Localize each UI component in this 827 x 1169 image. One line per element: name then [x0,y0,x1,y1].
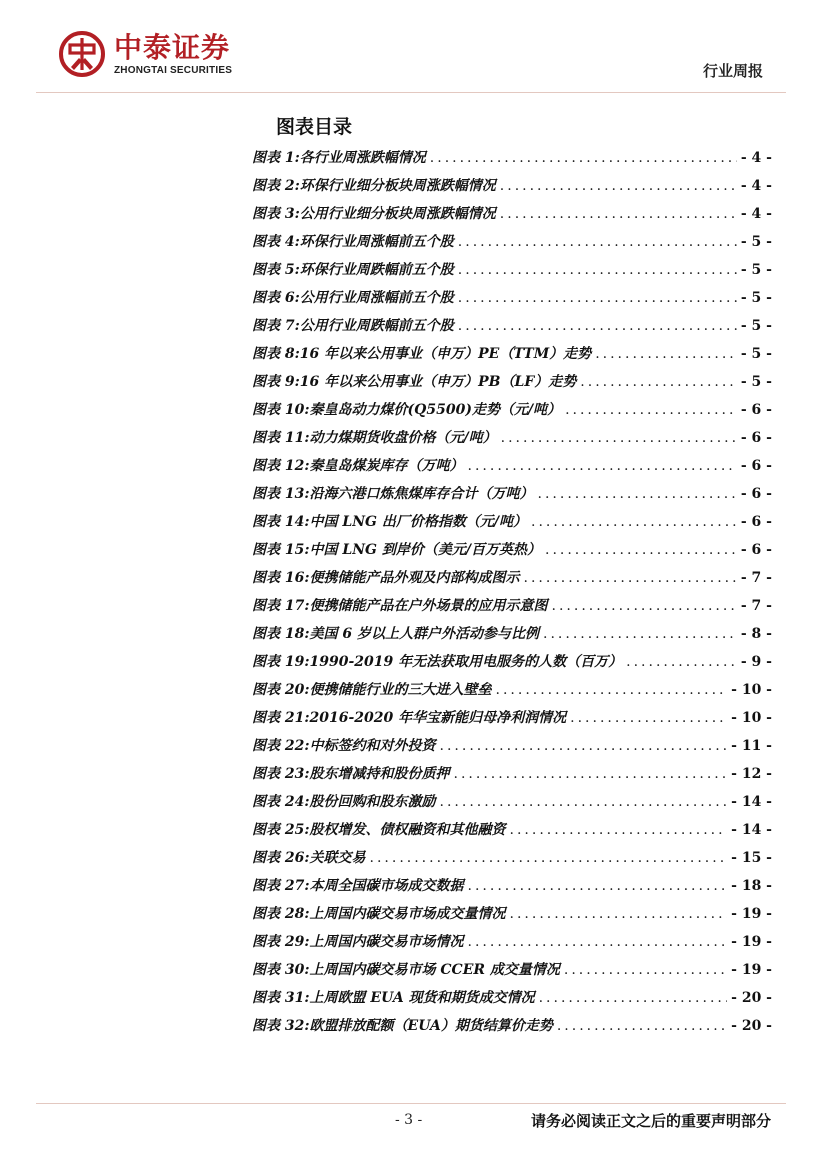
toc-entry[interactable] [252,483,772,511]
toc-entry[interactable] [252,791,772,819]
toc-entry-label: 图表 27: [252,878,310,894]
toc-entry-page: - 4 - [740,150,772,166]
report-type: 行业周报 [702,62,763,80]
table-of-figures [252,147,772,1043]
toc-entry-label: 图表 29: [252,934,310,950]
toc-entry-label: 图表 21: [252,710,310,726]
toc-entry-label: 图表 30: [252,962,310,978]
toc-dot-leader [557,1018,727,1034]
toc-entry[interactable] [252,651,772,679]
toc-dot-leader [539,990,728,1006]
toc-entry-page: - 6 - [740,486,772,502]
toc-dot-leader [458,290,737,306]
toc-entry-title: 环保行业周涨幅前五个股 [299,234,454,250]
toc-entry-page: - 12 - [731,766,772,782]
toc-entry-page: - 5 - [740,234,772,250]
toc-entry-page: - 18 - [731,878,772,894]
toc-dot-leader [468,878,728,894]
toc-entry-page: - 7 - [740,598,772,614]
toc-dot-leader [430,150,737,166]
toc-entry[interactable] [252,903,772,931]
toc-entry[interactable] [252,1015,772,1043]
toc-entry-page: - 19 - [731,906,772,922]
toc-entry-label: 图表 8: [252,346,300,362]
toc-dot-leader [496,682,728,698]
toc-entry-label: 图表 23: [252,766,310,782]
toc-entry-page: - 14 - [731,822,772,838]
toc-entry[interactable] [252,455,772,483]
toc-entry-title: 1990-2019 年无法获取用电服务的人数（百万） [309,654,623,670]
toc-entry-page: - 4 - [740,206,772,222]
toc-dot-leader [545,542,737,558]
toc-dot-leader [626,654,737,670]
toc-entry[interactable] [252,315,772,343]
toc-entry-label: 图表 17: [252,598,310,614]
toc-entry[interactable] [252,147,772,175]
toc-entry-title: 2016-2020 年华宝新能归母净利润情况 [309,710,567,726]
page-number: - 3 - [395,1112,423,1128]
toc-entry-label: 图表 6: [252,290,300,306]
toc-entry-label: 图表 14: [252,514,310,530]
toc-dot-leader [500,178,737,194]
toc-entry[interactable] [252,875,772,903]
toc-entry-page: - 6 - [740,430,772,446]
toc-entry-label: 图表 11: [252,430,310,446]
toc-entry-page: - 10 - [731,710,772,726]
toc-entry-title: 公用行业周涨幅前五个股 [299,290,454,306]
toc-entry-title: 便携储能产品外观及内部构成图示 [309,570,520,586]
toc-entry-page: - 6 - [740,402,772,418]
toc-entry-page: - 6 - [740,514,772,530]
toc-entry-title: 便携储能行业的三大进入壁垒 [309,682,492,698]
toc-entry-title: 中国 LNG 到岸价（美元/百万英热） [309,542,541,558]
toc-dot-leader [468,934,728,950]
toc-entry-title: 便携储能产品在户外场景的应用示意图 [309,598,548,614]
toc-entry-label: 图表 31: [252,990,310,1006]
toc-entry-page: - 10 - [731,682,772,698]
toc-dot-leader [440,794,728,810]
toc-entry-page: - 5 - [740,374,772,390]
toc-entry[interactable] [252,595,772,623]
toc-entry-title: 中标签约和对外投资 [309,738,436,754]
toc-dot-leader [501,430,737,446]
toc-dot-leader [440,738,728,754]
toc-entry-page: - 5 - [740,290,772,306]
toc-entry-label: 图表 22: [252,738,310,754]
toc-entry-title: 公用行业细分板块周涨跌幅情况 [299,206,496,222]
logo-chinese-name: 中泰证券 [114,30,231,64]
toc-entry-label: 图表 12: [252,458,310,474]
toc-entry-page: - 5 - [740,262,772,278]
toc-dot-leader [454,766,728,782]
toc-entry-page: - 15 - [731,850,772,866]
toc-entry[interactable] [252,763,772,791]
toc-dot-leader [531,514,737,530]
toc-entry-page: - 6 - [740,542,772,558]
toc-dot-leader [458,262,737,278]
toc-dot-leader [524,570,737,586]
logo-english-name: ZHONGTAI SECURITIES [114,64,233,76]
toc-entry-page: - 20 - [731,990,772,1006]
toc-dot-leader [552,598,737,614]
page-header [0,0,827,100]
toc-entry-title: 关联交易 [309,850,366,866]
toc-entry-title: 上周欧盟 EUA 现货和期货成交情况 [309,990,535,1006]
footer-divider [36,1103,786,1104]
toc-entry-title: 上周国内碳交易市场 CCER 成交量情况 [309,962,560,978]
toc-entry-label: 图表 15: [252,542,310,558]
toc-entry-page: - 19 - [731,934,772,950]
toc-entry-label: 图表 10: [252,402,310,418]
toc-entry-title: 秦皇岛煤炭库存（万吨） [309,458,464,474]
toc-entry[interactable] [252,287,772,315]
toc-entry-page: - 5 - [740,346,772,362]
toc-entry-label: 图表 20: [252,682,310,698]
toc-entry-label: 图表 7: [252,318,300,334]
toc-entry-title: 各行业周涨跌幅情况 [299,150,426,166]
toc-entry-page: - 14 - [731,794,772,810]
toc-entry-title: 16 年以来公用事业（申万）PE（TTM）走势 [299,346,592,362]
toc-entry-page: - 11 - [731,738,772,754]
toc-dot-leader [510,822,728,838]
toc-dot-leader [458,318,737,334]
toc-entry[interactable] [252,427,772,455]
toc-entry-label: 图表 2: [252,178,300,194]
toc-entry[interactable] [252,343,772,371]
toc-entry-label: 图表 3: [252,206,300,222]
toc-entry[interactable] [252,511,772,539]
toc-entry-title: 动力煤期货收盘价格（元/吨） [309,430,497,446]
toc-entry-label: 图表 32: [252,1018,310,1034]
toc-entry-label: 图表 5: [252,262,300,278]
toc-entry[interactable] [252,259,772,287]
toc-entry-title: 上周国内碳交易市场成交量情况 [309,906,506,922]
toc-entry-label: 图表 13: [252,486,310,502]
toc-entry-title: 环保行业细分板块周涨跌幅情况 [299,178,496,194]
toc-entry-label: 图表 24: [252,794,310,810]
toc-entry[interactable] [252,371,772,399]
toc-entry[interactable] [252,175,772,203]
toc-entry-title: 环保行业周跌幅前五个股 [299,262,454,278]
toc-entry-label: 图表 28: [252,906,310,922]
toc-dot-leader [538,486,737,502]
toc-entry[interactable] [252,735,772,763]
toc-entry-title: 股东增减持和股份质押 [309,766,450,782]
toc-entry-title: 中国 LNG 出厂价格指数（元/吨） [309,514,527,530]
toc-entry-page: - 5 - [740,318,772,334]
toc-dot-leader [468,458,737,474]
toc-entry[interactable] [252,679,772,707]
toc-entry-title: 股份回购和股东激励 [309,794,436,810]
toc-entry-title: 秦皇岛动力煤价(Q5500)走势（元/吨） [309,402,562,418]
toc-entry[interactable] [252,567,772,595]
header-divider [36,92,786,93]
toc-dot-leader [580,374,737,390]
toc-dot-leader [570,710,727,726]
toc-dot-leader [458,234,737,250]
toc-entry-page: - 19 - [731,962,772,978]
toc-entry[interactable] [252,847,772,875]
company-logo [58,30,232,78]
toc-entry[interactable] [252,959,772,987]
toc-entry[interactable] [252,707,772,735]
toc-title: 图表目录 [276,116,353,138]
toc-entry-label: 图表 16: [252,570,310,586]
toc-entry-title: 上周国内碳交易市场情况 [309,934,464,950]
toc-entry-title: 公用行业周跌幅前五个股 [299,318,454,334]
toc-entry-page: - 9 - [740,654,772,670]
toc-entry-label: 图表 19: [252,654,310,670]
toc-entry[interactable] [252,931,772,959]
toc-dot-leader [543,626,737,642]
toc-entry-label: 图表 9: [252,374,300,390]
toc-entry-page: - 8 - [740,626,772,642]
toc-entry-page: - 20 - [731,1018,772,1034]
toc-dot-leader [595,346,737,362]
footer-disclaimer: 请务必阅读正文之后的重要声明部分 [530,1112,771,1130]
toc-dot-leader [500,206,737,222]
toc-entry[interactable] [252,399,772,427]
toc-entry-label: 图表 25: [252,822,310,838]
toc-entry-label: 图表 4: [252,234,300,250]
toc-entry[interactable] [252,539,772,567]
toc-entry-label: 图表 1: [252,150,300,166]
toc-entry[interactable] [252,231,772,259]
toc-entry-title: 16 年以来公用事业（申万）PB（LF）走势 [299,374,577,390]
toc-entry-title: 美国 6 岁以上人群户外活动参与比例 [309,626,540,642]
toc-entry-page: - 7 - [740,570,772,586]
toc-entry-title: 本周全国碳市场成交数据 [309,878,464,894]
zhongtai-logo-icon [58,30,106,78]
toc-dot-leader [565,402,737,418]
toc-entry[interactable] [252,203,772,231]
toc-entry-title: 沿海六港口炼焦煤库存合计（万吨） [309,486,534,502]
toc-dot-leader [370,850,728,866]
toc-dot-leader [510,906,728,922]
toc-entry[interactable] [252,623,772,651]
toc-entry-page: - 6 - [740,458,772,474]
toc-dot-leader [564,962,727,978]
toc-entry-title: 股权增发、债权融资和其他融资 [309,822,506,838]
toc-entry[interactable] [252,987,772,1015]
toc-entry[interactable] [252,819,772,847]
toc-entry-label: 图表 18: [252,626,310,642]
toc-entry-page: - 4 - [740,178,772,194]
toc-entry-title: 欧盟排放配额（EUA）期货结算价走势 [309,1018,553,1034]
toc-entry-label: 图表 26: [252,850,310,866]
